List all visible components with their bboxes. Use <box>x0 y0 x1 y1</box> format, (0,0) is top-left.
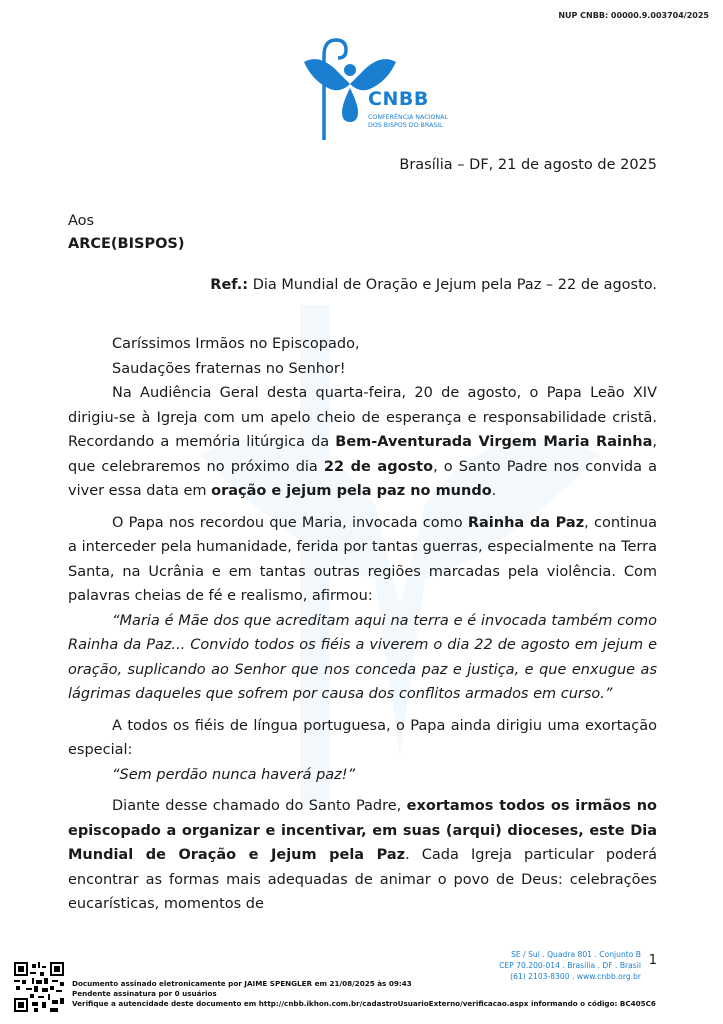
p2-text-c: , continua a interceder pela humanidade, ferida por tantas guerras, especialmente na Terra Santa, na Ucrânia e em tantas outras regiões marcadas pela violência. Com palavras cheias de fé e realismo, afirmou: <box>68 514 657 604</box>
signature-line2: Pendente assinatura por 0 usuários <box>72 989 217 998</box>
address-line1: SE / Sul . Quadra 801 . Conjunto B <box>511 950 641 959</box>
p1-bold-b: Bem-Aventurada Virgem Maria Rainha <box>335 434 653 450</box>
p1-text-a: Na Audiência Geral desta quarta-feira, 20 de agosto, o Papa Leão XIV dirigiu-se à Igreja com um apelo cheio de esperança e responsabilidade cristã. Recordando a memória litúrgica da <box>68 385 657 450</box>
p2-text-a: O Papa nos recordou que Maria, invocada como <box>112 514 468 531</box>
p4-bold-b: exortamos todos os irmãos no episcopado a organizar e incentivar, em suas (arqui) dioceses, este Dia Mundial de Oração e Jejum pela Paz <box>68 798 657 863</box>
signature-line3: Verifique a autencidade deste documento em http://cnbb.ikhon.com.br/cadastroUsuarioExterno/verificacao.aspx informando o código: BC405C6 <box>72 999 656 1008</box>
p1-text-g: . <box>491 483 497 499</box>
logo-subtitle-line2: DOS BISPOS DO BRASIL <box>368 122 443 129</box>
quote-2: “Sem perdão nunca haverá paz!” <box>112 766 356 783</box>
quote-1: “Maria é Mãe dos que acreditam aqui na terra e é invocada também como Rainha da Paz... Convido todos os fiéis a viverem o dia 22 de agosto em jejum e oração, suplicando ao Senhor que nos conceda paz e justiça, e que enxugue as lágrimas daqueles que sofrem por causa dos conflitos armados em curso.” <box>68 612 657 702</box>
paragraph-2 <box>68 511 657 609</box>
footer-address <box>499 949 641 982</box>
logo-subtitle-line1: CONFERÊNCIA NACIONAL <box>368 114 448 121</box>
recipient-line2: ARCE(BISPOS) <box>68 236 185 252</box>
signature-info <box>72 979 656 1009</box>
address-line3: (61) 2103-8300 . www.cnbb.org.br <box>510 972 641 981</box>
logo-wordmark: CNBB <box>368 88 429 110</box>
p4-text-a: Diante desse chamado do Santo Padre, <box>112 798 407 814</box>
paragraph-1 <box>68 381 657 504</box>
p2-bold-b: Rainha da Paz <box>467 514 585 531</box>
recipient-block <box>68 210 184 256</box>
reference-text: Dia Mundial de Oração e Jejum pela Paz – 22 de agosto. <box>248 277 657 293</box>
letter-date: Brasília – DF, 21 de agosto de 2025 <box>399 157 657 173</box>
signature-line1: Documento assinado eletronicamente por JAIME SPENGLER em 21/08/2025 às 09:43 <box>72 979 412 988</box>
recipient-line1: Aos <box>68 213 95 229</box>
paragraph-4 <box>68 794 657 917</box>
qr-code-icon[interactable] <box>14 962 64 1012</box>
p4-text-c: . Cada Igreja particular poderá encontrar as formas mais adequadas de animar o povo de Deus: celebrações eucarísticas, momentos de <box>68 847 657 912</box>
p1-text-c: , que celebraremos no próximo dia <box>68 434 657 475</box>
page-number: 1 <box>648 953 657 968</box>
reference-label: Ref.: <box>210 277 249 293</box>
address-line2: CEP 70.200-014 . Brasília . DF . Brasil <box>499 961 641 970</box>
nup-number: NUP CNBB: 00000.9.003704/2025 <box>558 11 709 20</box>
p1-bold-d: 22 de agosto <box>323 458 434 475</box>
p1-bold-f: oração e jejum pela paz no mundo <box>211 483 492 499</box>
letter-body <box>68 332 657 917</box>
greeting-2: Saudações fraternas no Senhor! <box>112 360 346 377</box>
logo-subtitle <box>368 114 448 130</box>
greeting-1: Caríssimos Irmãos no Episcopado, <box>112 336 360 352</box>
paragraph-3: A todos os fiéis de língua portuguesa, o Papa ainda dirigiu uma exortação especial: <box>68 717 657 758</box>
p1-text-e: , o Santo Padre nos convida a viver essa data em <box>68 458 657 499</box>
reference-line <box>210 277 657 293</box>
